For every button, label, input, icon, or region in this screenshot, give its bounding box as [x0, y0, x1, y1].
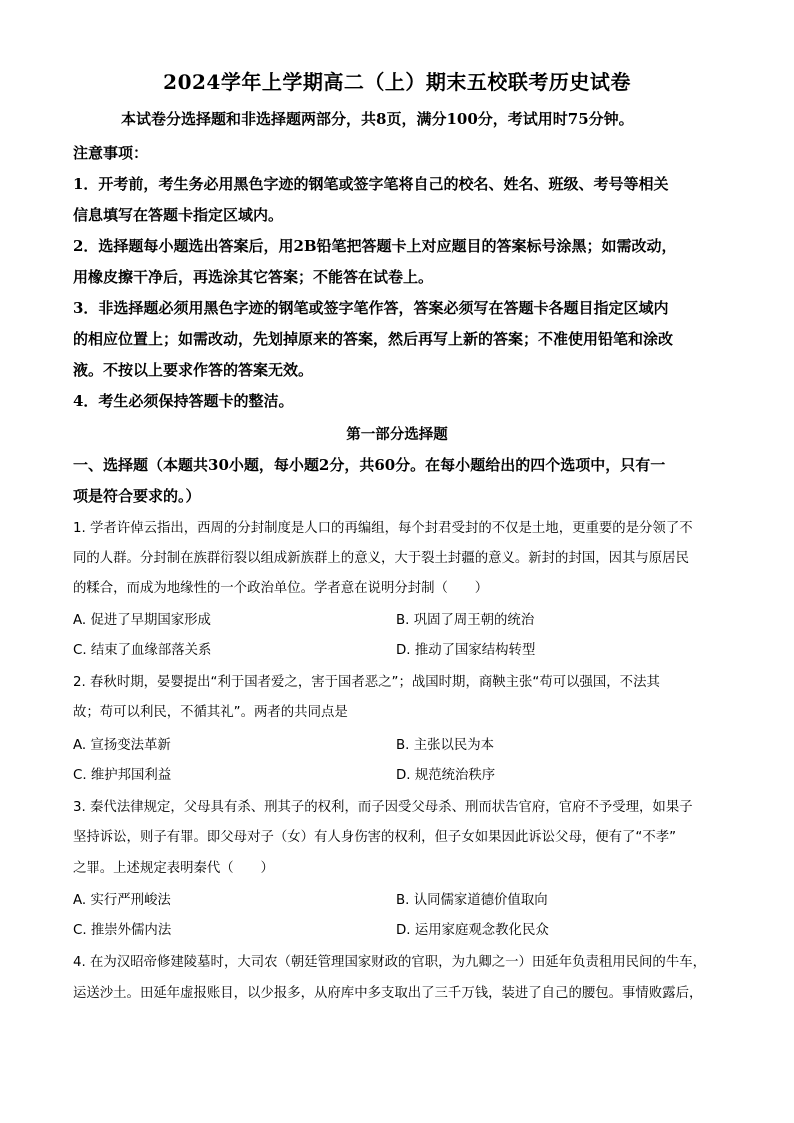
part-intro-line-2: 项是符合要求的。）	[73, 487, 201, 505]
question-1-option-a: A. 促进了早期国家形成	[73, 613, 211, 628]
question-3-option-d: D. 运用家庭观念教化民众	[396, 923, 549, 938]
question-3-option-a: A. 实行严刑峻法	[73, 893, 171, 908]
question-1-line-2: 同的人群。分封制在族群衍裂以组成新族群上的意义，大于裂土封疆的意义。新封的封国，因其与原居民	[73, 551, 689, 566]
notice-item-3-line-1: 3．非选择题必须用黑色字迹的钢笔或签字笔作答，答案必须写在答题卡各题目指定区域内	[73, 299, 669, 317]
question-2-option-c: C. 维护邦国利益	[73, 768, 172, 783]
section-title: 第一部分选择题	[346, 426, 448, 443]
question-3-option-c: C. 推崇外儒内法	[73, 923, 172, 938]
question-2-option-d: D. 规范统治秩序	[396, 768, 496, 783]
exam-title: 2024学年上学期高二（上）期末五校联考历史试卷	[163, 70, 631, 94]
question-2-line-1: 2. 春秋时期，晏婴提出“利于国者爱之，害于国者恶之”；战国时期，商鞅主张“苟可以强国，不法其	[73, 675, 660, 690]
question-2-option-b: B. 主张以民为本	[396, 738, 495, 753]
notice-item-3-line-3: 液。不按以上要求作答的答案无效。	[73, 361, 314, 379]
notice-item-1-line-1: 1．开考前，考生务必用黑色字迹的钢笔或签字笔将自己的校名、姓名、班级、考号等相关	[73, 175, 669, 193]
notice-item-1-line-2: 信息填写在答题卡指定区域内。	[73, 206, 284, 224]
notice-item-4-line-1: 4．考生必须保持答题卡的整洁。	[73, 392, 294, 410]
question-1-line-1: 1. 学者许倬云指出，西周的分封制度是人口的再编组，每个封君受封的不仅是土地，更重要的是分领了不	[73, 521, 693, 536]
notice-item-2-line-1: 2．选择题每小题选出答案后，用2B铅笔把答题卡上对应题目的答案标号涂黑；如需改动，	[73, 237, 677, 255]
question-3-line-2: 坚持诉讼，则子有罪。即父母对子（女）有人身伤害的权利，但子女如果因此诉讼父母，便有了“不孝”	[73, 830, 677, 845]
question-1-option-c: C. 结束了血缘部落关系	[73, 643, 212, 658]
question-1-line-3: 的糅合，而成为地缘性的一个政治单位。学者意在说明分封制（ ）	[73, 581, 489, 596]
question-1-option-b: B. 巩固了周王朝的统治	[396, 613, 535, 628]
question-2-option-a: A. 宣扬变法革新	[73, 738, 171, 753]
question-3-line-1: 3. 秦代法律规定，父母具有杀、刑其子的权利，而子因受父母杀、刑而状告官府，官府不予受理，如果子	[73, 800, 693, 815]
part-intro-line-1: 一、选择题（本题共30小题，每小题2分，共60分。在每小题给出的四个选项中，只有一	[73, 456, 666, 474]
question-1-option-d: D. 推动了国家结构转型	[396, 643, 536, 658]
question-2-line-2: 故；苟可以利民，不循其礼”。两者的共同点是	[73, 705, 348, 720]
question-4-line-2: 运送沙土。田延年虚报账目，以少报多，从府库中多支取出了三千万钱，装进了自己的腰包。事情败露后，	[73, 986, 703, 1001]
exam-subtitle: 本试卷分选择题和非选择题两部分，共8页，满分100分，考试用时75分钟。	[121, 110, 634, 128]
question-3-option-b: B. 认同儒家道德价值取向	[396, 893, 548, 908]
notice-item-2-line-2: 用橡皮擦干净后，再选涂其它答案；不能答在试卷上。	[73, 268, 434, 286]
notice-item-3-line-2: 的相应位置上；如需改动，先划掉原来的答案，然后再写上新的答案；不准使用铅笔和涂改	[73, 330, 674, 348]
question-3-line-3: 之罪。上述规定表明秦代（ ）	[73, 861, 274, 876]
notice-heading: 注意事项：	[73, 144, 149, 162]
question-4-line-1: 4. 在为汉昭帝修建陵墓时，大司农（朝廷管理国家财政的官职，为九卿之一）田延年负责租用民间的牛车，	[73, 955, 706, 970]
